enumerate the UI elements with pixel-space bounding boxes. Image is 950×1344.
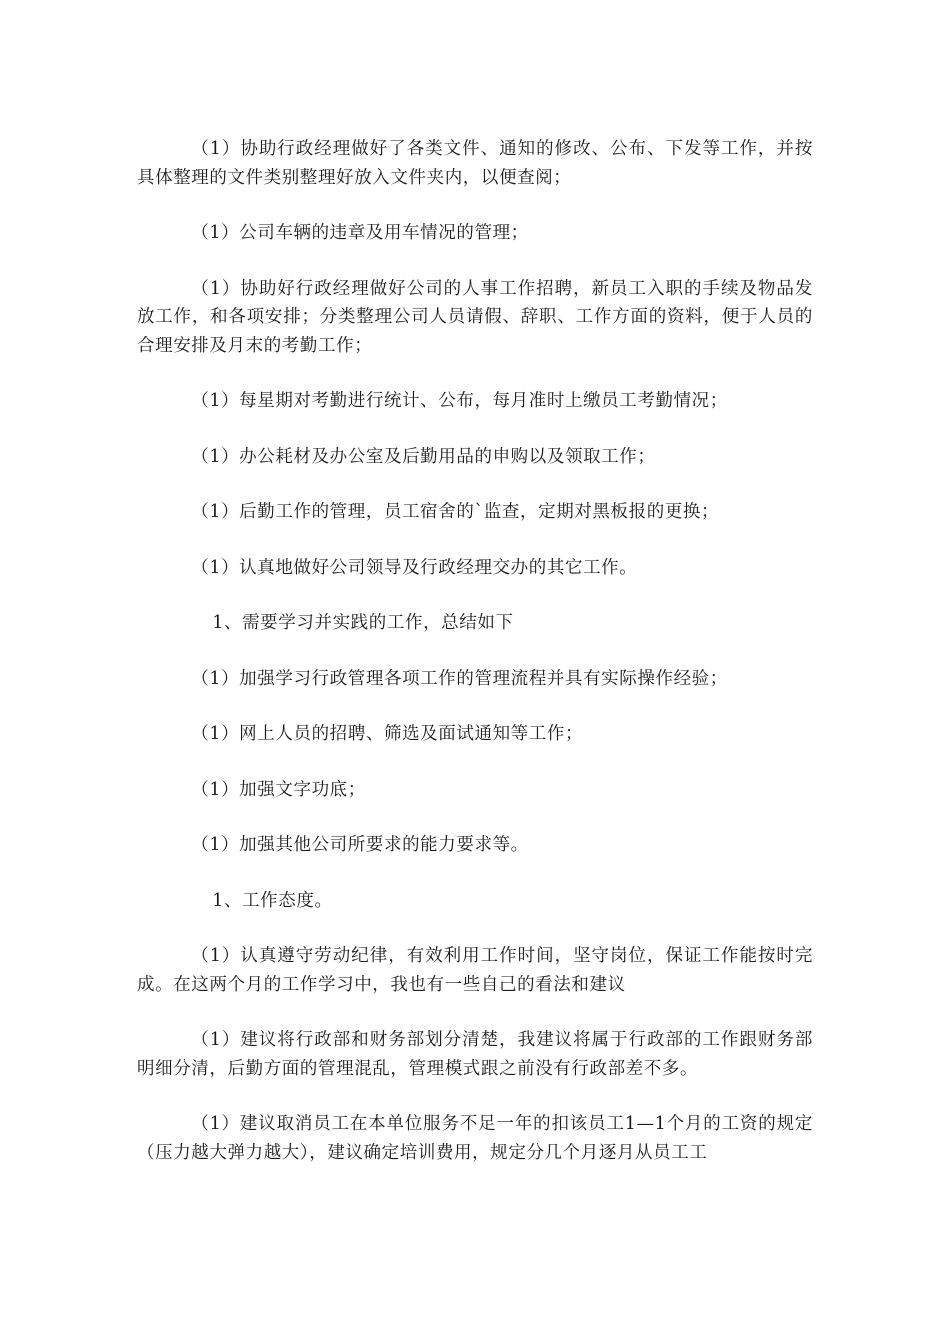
paragraph-other-abilities: （1）加强其他公司所要求的能力要求等。 — [191, 835, 529, 855]
paragraph-logistics: （1）后勤工作的管理，员工宿舍的`监查，定期对黑板报的更换； — [191, 502, 720, 522]
paragraph-file-management: （1）协助行政经理做好了各类文件、通知的修改、公布、下发等工作，并按具体整理的文件类别整理好放入文件夹内，以便查阅； — [137, 139, 813, 188]
paragraph-discipline: （1）认真遵守劳动纪律，有效利用工作时间，坚守岗位，保证工作能按时完成。在这两个月的工作学习中，我也有一些自己的看法和建议 — [137, 946, 813, 995]
paragraph-attendance: （1）每星期对考勤进行统计、公布，每月准时上缴员工考勤情况； — [191, 391, 728, 411]
paragraph-vehicle-management: （1）公司车辆的违章及用车情况的管理； — [191, 223, 529, 243]
paragraph-writing-skills: （1）加强文字功底； — [191, 779, 366, 800]
paragraph-personnel-work: （1）协助好行政经理做好公司的人事工作招聘，新员工入职的手续及物品发放工作，和各项安排；分类整理公司人员请假、辞职、工作方面的资料，便于人员的合理安排及月末的考勤工作； — [137, 278, 813, 356]
paragraph-office-supplies: （1）办公耗材及办公室及后勤用品的申购以及领取工作； — [191, 446, 656, 467]
paragraph-suggestion-departments: （1）建议将行政部和财务部划分清楚，我建议将属于行政部的工作跟财务部明细分清，后勤方面的管理混乱，管理模式跟之前没有行政部差不多。 — [137, 1030, 813, 1079]
section-heading-attitude: 1、工作态度。 — [212, 890, 333, 911]
paragraph-suggestion-salary: （1）建议取消员工在本单位服务不足一年的扣该员工1—1个月的工资的规定（压力越大弹力越大），建议确定培训费用，规定分几个月逐月从员工工 — [137, 1114, 813, 1163]
paragraph-recruitment: （1）网上人员的招聘、筛选及面试通知等工作； — [191, 724, 584, 744]
paragraph-other-tasks: （1）认真地做好公司领导及行政经理交办的其它工作。 — [191, 557, 638, 578]
document-body — [137, 135, 813, 1194]
section-heading-learning: 1、需要学习并实践的工作，总结如下 — [212, 613, 514, 633]
paragraph-learn-process: （1）加强学习行政管理各项工作的管理流程并具有实际操作经验； — [191, 668, 728, 689]
